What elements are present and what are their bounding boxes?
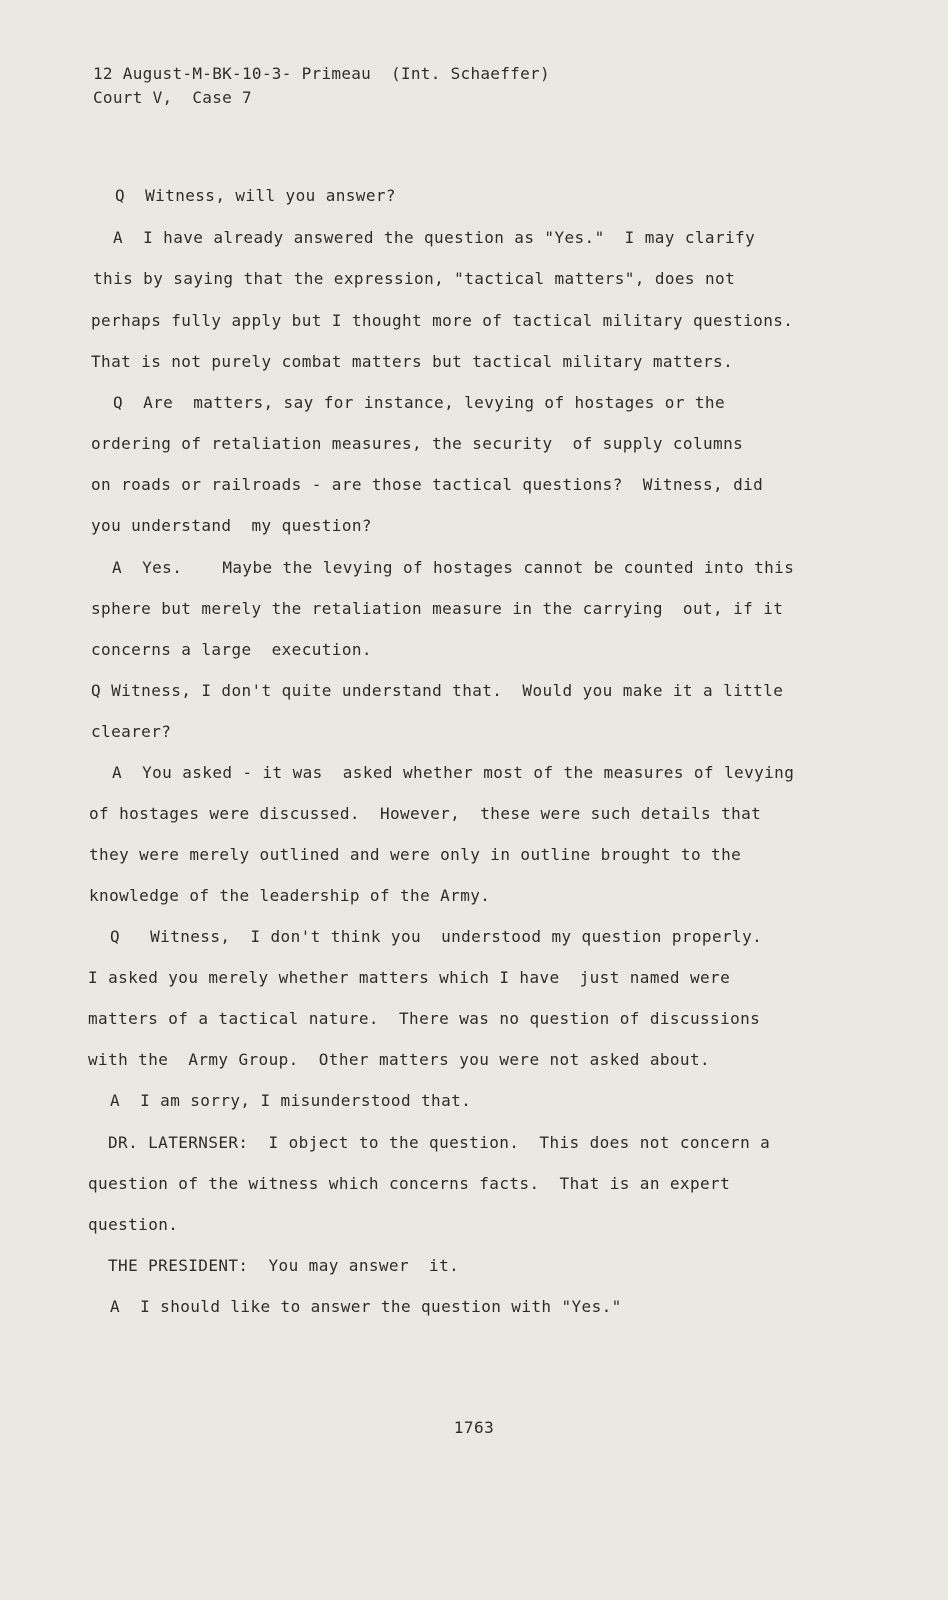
transcript-line: ordering of retaliation measures, the security of supply columns: [91, 434, 744, 453]
transcript-line: A I have already answered the question as "Yes." I may clarify: [113, 228, 756, 247]
transcript-line: matters of a tactical nature. There was no question of discussions: [88, 1009, 761, 1028]
transcript-line: clearer?: [91, 722, 172, 741]
transcript-line: concerns a large execution.: [91, 640, 372, 659]
transcript-line: on roads or railroads - are those tactical questions? Witness, did: [91, 475, 764, 494]
transcript-line: A I am sorry, I misunderstood that.: [110, 1091, 472, 1110]
document-header: [93, 62, 550, 110]
transcript-line: of hostages were discussed. However, these were such details that: [89, 804, 762, 823]
transcript-line: DR. LATERNSER: I object to the question. This does not concern a: [108, 1133, 771, 1152]
transcript-line: with the Army Group. Other matters you were not asked about.: [88, 1050, 711, 1069]
transcript-line: Q Witness, I don't quite understand that. Would you make it a little: [91, 681, 784, 700]
transcript-line: Q Are matters, say for instance, levying of hostages or the: [113, 393, 726, 412]
transcript-line: sphere but merely the retaliation measure in the carrying out, if it: [91, 599, 784, 618]
transcript-line: That is not purely combat matters but tactical military matters.: [91, 352, 734, 371]
transcript-line: I asked you merely whether matters which I have just named were: [88, 968, 731, 987]
transcript-line: question.: [88, 1215, 179, 1234]
transcript-line: THE PRESIDENT: You may answer it.: [108, 1256, 460, 1275]
header-court-line: Court V, Case 7: [93, 88, 252, 107]
transcript-line: this by saying that the expression, "tactical matters", does not: [93, 269, 736, 288]
transcript-line: A I should like to answer the question with "Yes.": [110, 1297, 622, 1316]
header-case-line: 12 August-M-BK-10-3- Primeau (Int. Schaeffer): [93, 64, 550, 83]
transcript-line: knowledge of the leadership of the Army.: [89, 886, 491, 905]
page-number: 1763: [453, 1418, 495, 1437]
transcript-line: Q Witness, will you answer?: [115, 186, 396, 205]
transcript-line: Q Witness, I don't think you understood my question properly.: [110, 927, 763, 946]
transcript-line: question of the witness which concerns facts. That is an expert: [88, 1174, 731, 1193]
transcript-line: A You asked - it was asked whether most of the measures of levying: [112, 763, 795, 782]
transcript-line: you understand my question?: [91, 516, 372, 535]
transcript-line: perhaps fully apply but I thought more of tactical military questions.: [91, 311, 794, 330]
transcript-line: A Yes. Maybe the levying of hostages cannot be counted into this: [112, 558, 795, 577]
transcript-line: they were merely outlined and were only in outline brought to the: [89, 845, 742, 864]
